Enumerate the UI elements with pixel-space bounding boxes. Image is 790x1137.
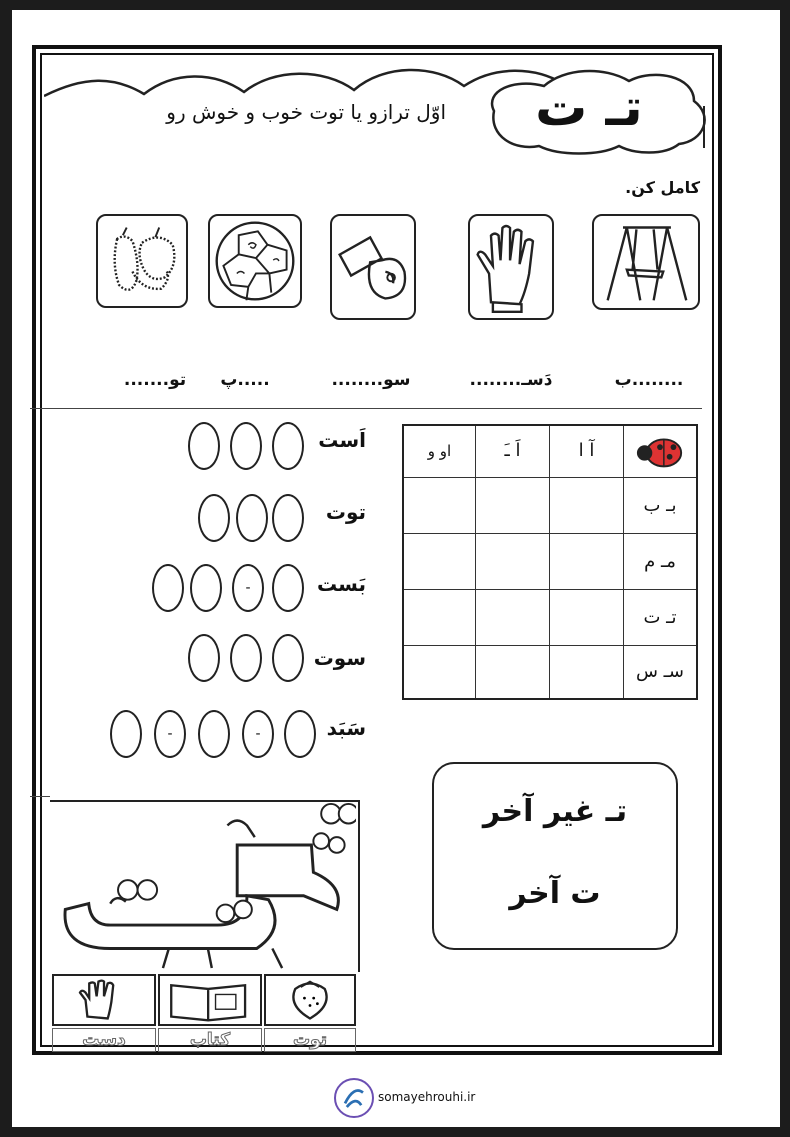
word-label-4: سوت bbox=[313, 646, 366, 670]
word-tile-1: توت bbox=[264, 1028, 356, 1052]
letter-oval bbox=[236, 494, 268, 542]
blank-word-1: ........ب bbox=[614, 370, 684, 390]
letter-rule-box bbox=[432, 762, 678, 950]
letter-oval bbox=[272, 634, 304, 682]
grid-cell[interactable] bbox=[550, 590, 624, 646]
blank-word-5: تو....... bbox=[123, 370, 187, 390]
whistle-icon bbox=[330, 214, 416, 320]
word-tile-2: کتاب bbox=[158, 1028, 262, 1052]
header-subtitle: اوّل ترازو یا توت خوب و خوش رو bbox=[166, 100, 446, 124]
grid-row-header: سـ س bbox=[635, 661, 685, 682]
letter-vowel-grid bbox=[402, 424, 698, 700]
grid-cell[interactable] bbox=[404, 478, 476, 534]
letter-oval bbox=[230, 634, 262, 682]
site-logo-icon bbox=[334, 1078, 374, 1118]
ladybug-icon bbox=[624, 426, 696, 478]
letter-oval bbox=[110, 710, 142, 758]
swing-icon bbox=[592, 214, 700, 310]
letter-oval bbox=[152, 564, 184, 612]
letter-oval: - bbox=[154, 710, 186, 758]
letter-oval bbox=[188, 634, 220, 682]
ball-icon bbox=[208, 214, 302, 308]
letter-oval bbox=[190, 564, 222, 612]
letter-oval: - bbox=[232, 564, 264, 612]
letter-oval: - bbox=[242, 710, 274, 758]
blank-word-3: سو........ bbox=[331, 370, 411, 390]
letter-oval bbox=[198, 710, 230, 758]
letter-forms-title: تـ ت bbox=[535, 78, 643, 138]
letter-oval bbox=[272, 422, 304, 470]
letter-oval bbox=[188, 422, 220, 470]
hand-icon bbox=[52, 974, 156, 1026]
grid-cell[interactable] bbox=[476, 590, 550, 646]
word-label-2: توت bbox=[325, 500, 366, 524]
cartoon-letters-illustration bbox=[50, 800, 360, 972]
letter-oval bbox=[198, 494, 230, 542]
grid-row-header: بـ ب bbox=[624, 478, 696, 534]
grid-cell[interactable] bbox=[476, 646, 550, 698]
grid-cell[interactable] bbox=[404, 590, 476, 646]
word-label-3: بَست bbox=[316, 572, 366, 596]
blank-word-4: .....پ bbox=[220, 370, 270, 390]
book-icon bbox=[158, 974, 262, 1026]
grid-cell[interactable] bbox=[476, 478, 550, 534]
grid-cell[interactable] bbox=[404, 534, 476, 590]
section-divider bbox=[30, 408, 702, 409]
letter-oval bbox=[230, 422, 262, 470]
grid-col-header: او و bbox=[404, 426, 476, 478]
grid-col-header: اَ ـَ bbox=[476, 426, 550, 478]
grid-cell[interactable] bbox=[550, 478, 624, 534]
rule-line-2: ت آخر bbox=[509, 876, 601, 911]
instruction-text: کامل کن. bbox=[625, 178, 700, 197]
grid-cell[interactable] bbox=[550, 646, 624, 698]
letter-oval bbox=[272, 494, 304, 542]
strawberry-icon bbox=[264, 974, 356, 1026]
blank-word-2: دَسـ........ bbox=[469, 370, 553, 390]
site-url: somayehrouhi.ir bbox=[378, 1090, 476, 1104]
grid-cell[interactable] bbox=[476, 534, 550, 590]
pomegranate-icon bbox=[96, 214, 188, 308]
grid-col-header: آ ا bbox=[550, 426, 624, 478]
grid-cell[interactable] bbox=[404, 646, 476, 698]
word-tile-3: دست bbox=[52, 1028, 156, 1052]
grid-cell[interactable] bbox=[550, 534, 624, 590]
rule-line-1: تـ غیر آخر bbox=[482, 794, 628, 829]
hand-icon bbox=[468, 214, 554, 320]
word-label-1: اَست bbox=[318, 428, 366, 452]
letter-oval bbox=[272, 564, 304, 612]
grid-row-header: مـ م bbox=[624, 534, 696, 590]
section-divider-left bbox=[30, 796, 50, 797]
word-label-5: سَبَد bbox=[326, 716, 366, 740]
letter-oval bbox=[284, 710, 316, 758]
grid-row-header: تـ ت bbox=[624, 590, 696, 646]
